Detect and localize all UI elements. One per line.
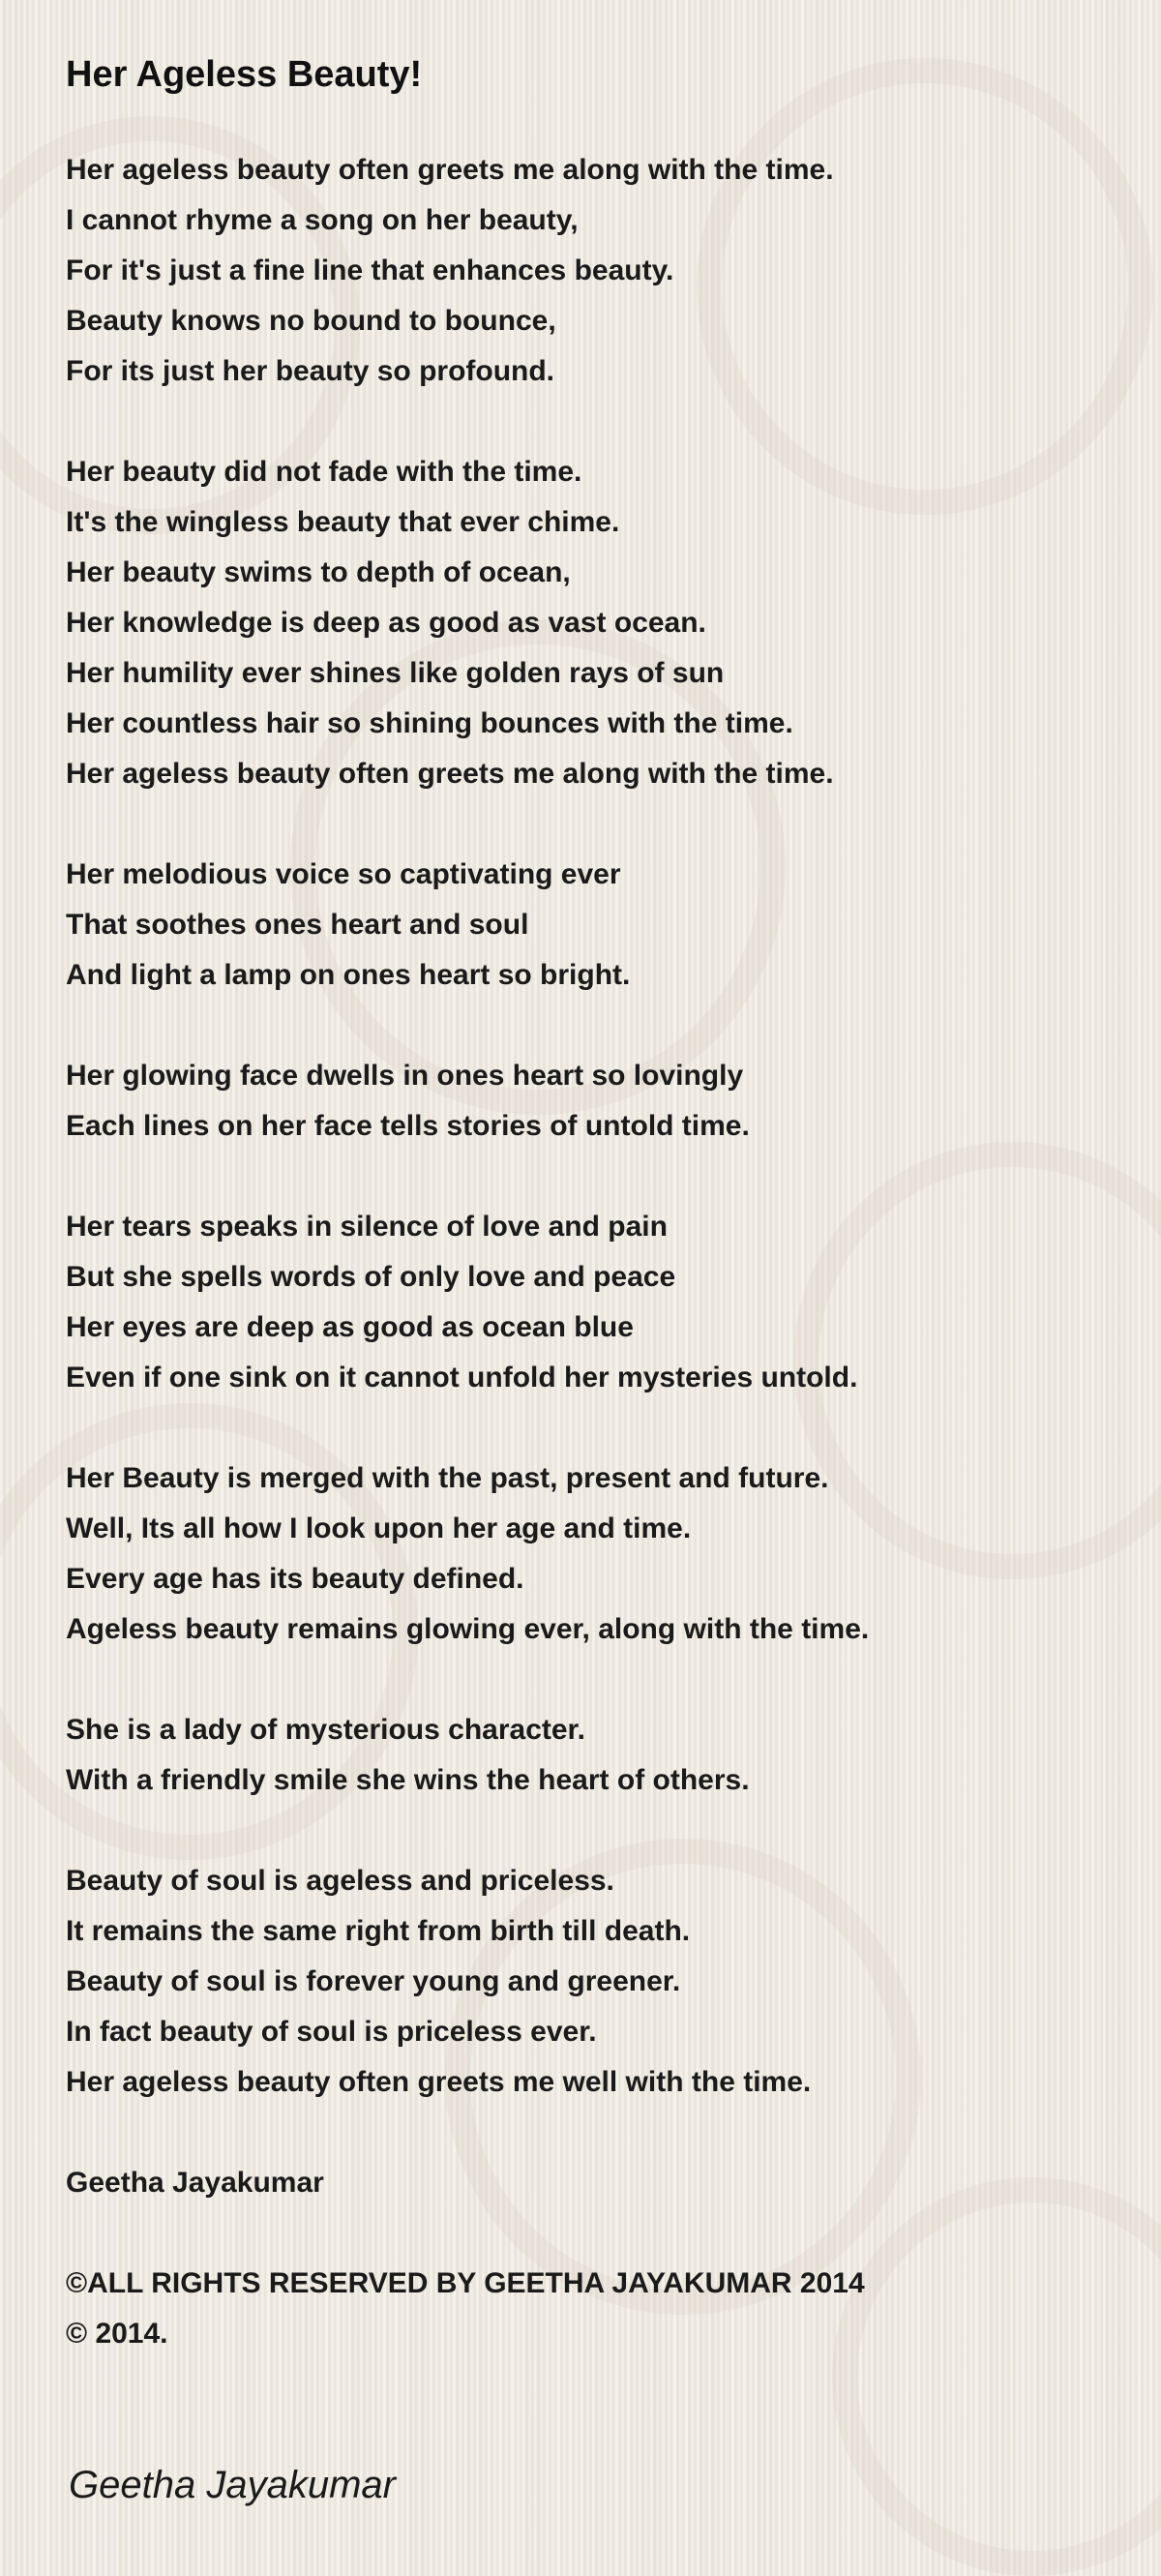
poem-content [66,0,1130,2350]
copyright-year: © 2014. [66,2318,168,2350]
poem-title: Her Ageless Beauty! [66,54,423,95]
poem-line: Each lines on her face tells stories of untold time. [66,1110,750,1142]
author-signature: Geetha Jayakumar [69,2464,396,2506]
poem-line: But she spells words of only love and peace [66,1261,676,1293]
author-block [66,2158,1130,2208]
poem-line: Her humility ever shines like golden rays of sun [66,657,725,689]
poem-line: It's the wingless beauty that ever chime. [66,506,620,538]
stanza [66,1453,1130,1655]
stanza [66,1051,1130,1152]
poem-line: Her glowing face dwells in ones heart so lovingly [66,1060,744,1092]
poem-line: For its just her beauty so profound. [66,355,555,387]
poem-line: Well, Its all how I look upon her age and time. [66,1513,692,1544]
poem-line: Beauty of soul is forever young and greener. [66,1965,681,1997]
poem-line: Ageless beauty remains glowing ever, along with the time. [66,1613,870,1645]
poem-line: Beauty of soul is ageless and priceless. [66,1865,614,1897]
poem-line: Her countless hair so shining bounces with the time. [66,707,793,739]
poem-line: Her melodious voice so captivating ever [66,858,621,890]
poem-line: In fact beauty of soul is priceless ever. [66,2016,597,2048]
poem-line: Beauty knows no bound to bounce, [66,305,556,337]
poem-line: Her tears speaks in silence of love and pain [66,1211,668,1243]
author-name: Geetha Jayakumar [66,2167,324,2199]
stanza [66,1202,1130,1403]
poem-line: Her ageless beauty often greets me along with the time. [66,758,834,790]
poem-line: Her beauty did not fade with the time. [66,456,582,488]
stanza [66,145,1130,397]
copyright-block [66,2259,1130,2359]
poem-line: Her ageless beauty often greets me well with the time. [66,2066,812,2098]
stanza [66,447,1130,799]
stanza [66,1856,1130,2108]
copyright-line: ©ALL RIGHTS RESERVED BY GEETHA JAYAKUMAR 2014 [66,2267,865,2299]
poem-line: I cannot rhyme a song on her beauty, [66,204,579,236]
stanza [66,850,1130,1001]
poem-line: Her Beauty is merged with the past, present and future. [66,1462,829,1494]
stanza [66,1705,1130,1806]
poem-line: Her beauty swims to depth of ocean, [66,556,571,588]
poem-line: She is a lady of mysterious character. [66,1714,585,1746]
poem-line: Her eyes are deep as good as ocean blue [66,1311,634,1343]
poem-line: That soothes ones heart and soul [66,909,529,941]
poem-line: Her knowledge is deep as good as vast ocean. [66,607,706,639]
poem-line: With a friendly smile she wins the heart of others. [66,1764,750,1796]
poem-body [66,145,1130,2410]
poem-line: Every age has its beauty defined. [66,1563,524,1595]
poem-line: It remains the same right from birth till death. [66,1915,691,1947]
poem-line: For it's just a fine line that enhances beauty. [66,255,674,286]
poem-line: And light a lamp on ones heart so bright. [66,959,631,991]
poem-line: Even if one sink on it cannot unfold her mysteries untold. [66,1362,858,1393]
poem-line: Her ageless beauty often greets me along with the time. [66,154,834,186]
